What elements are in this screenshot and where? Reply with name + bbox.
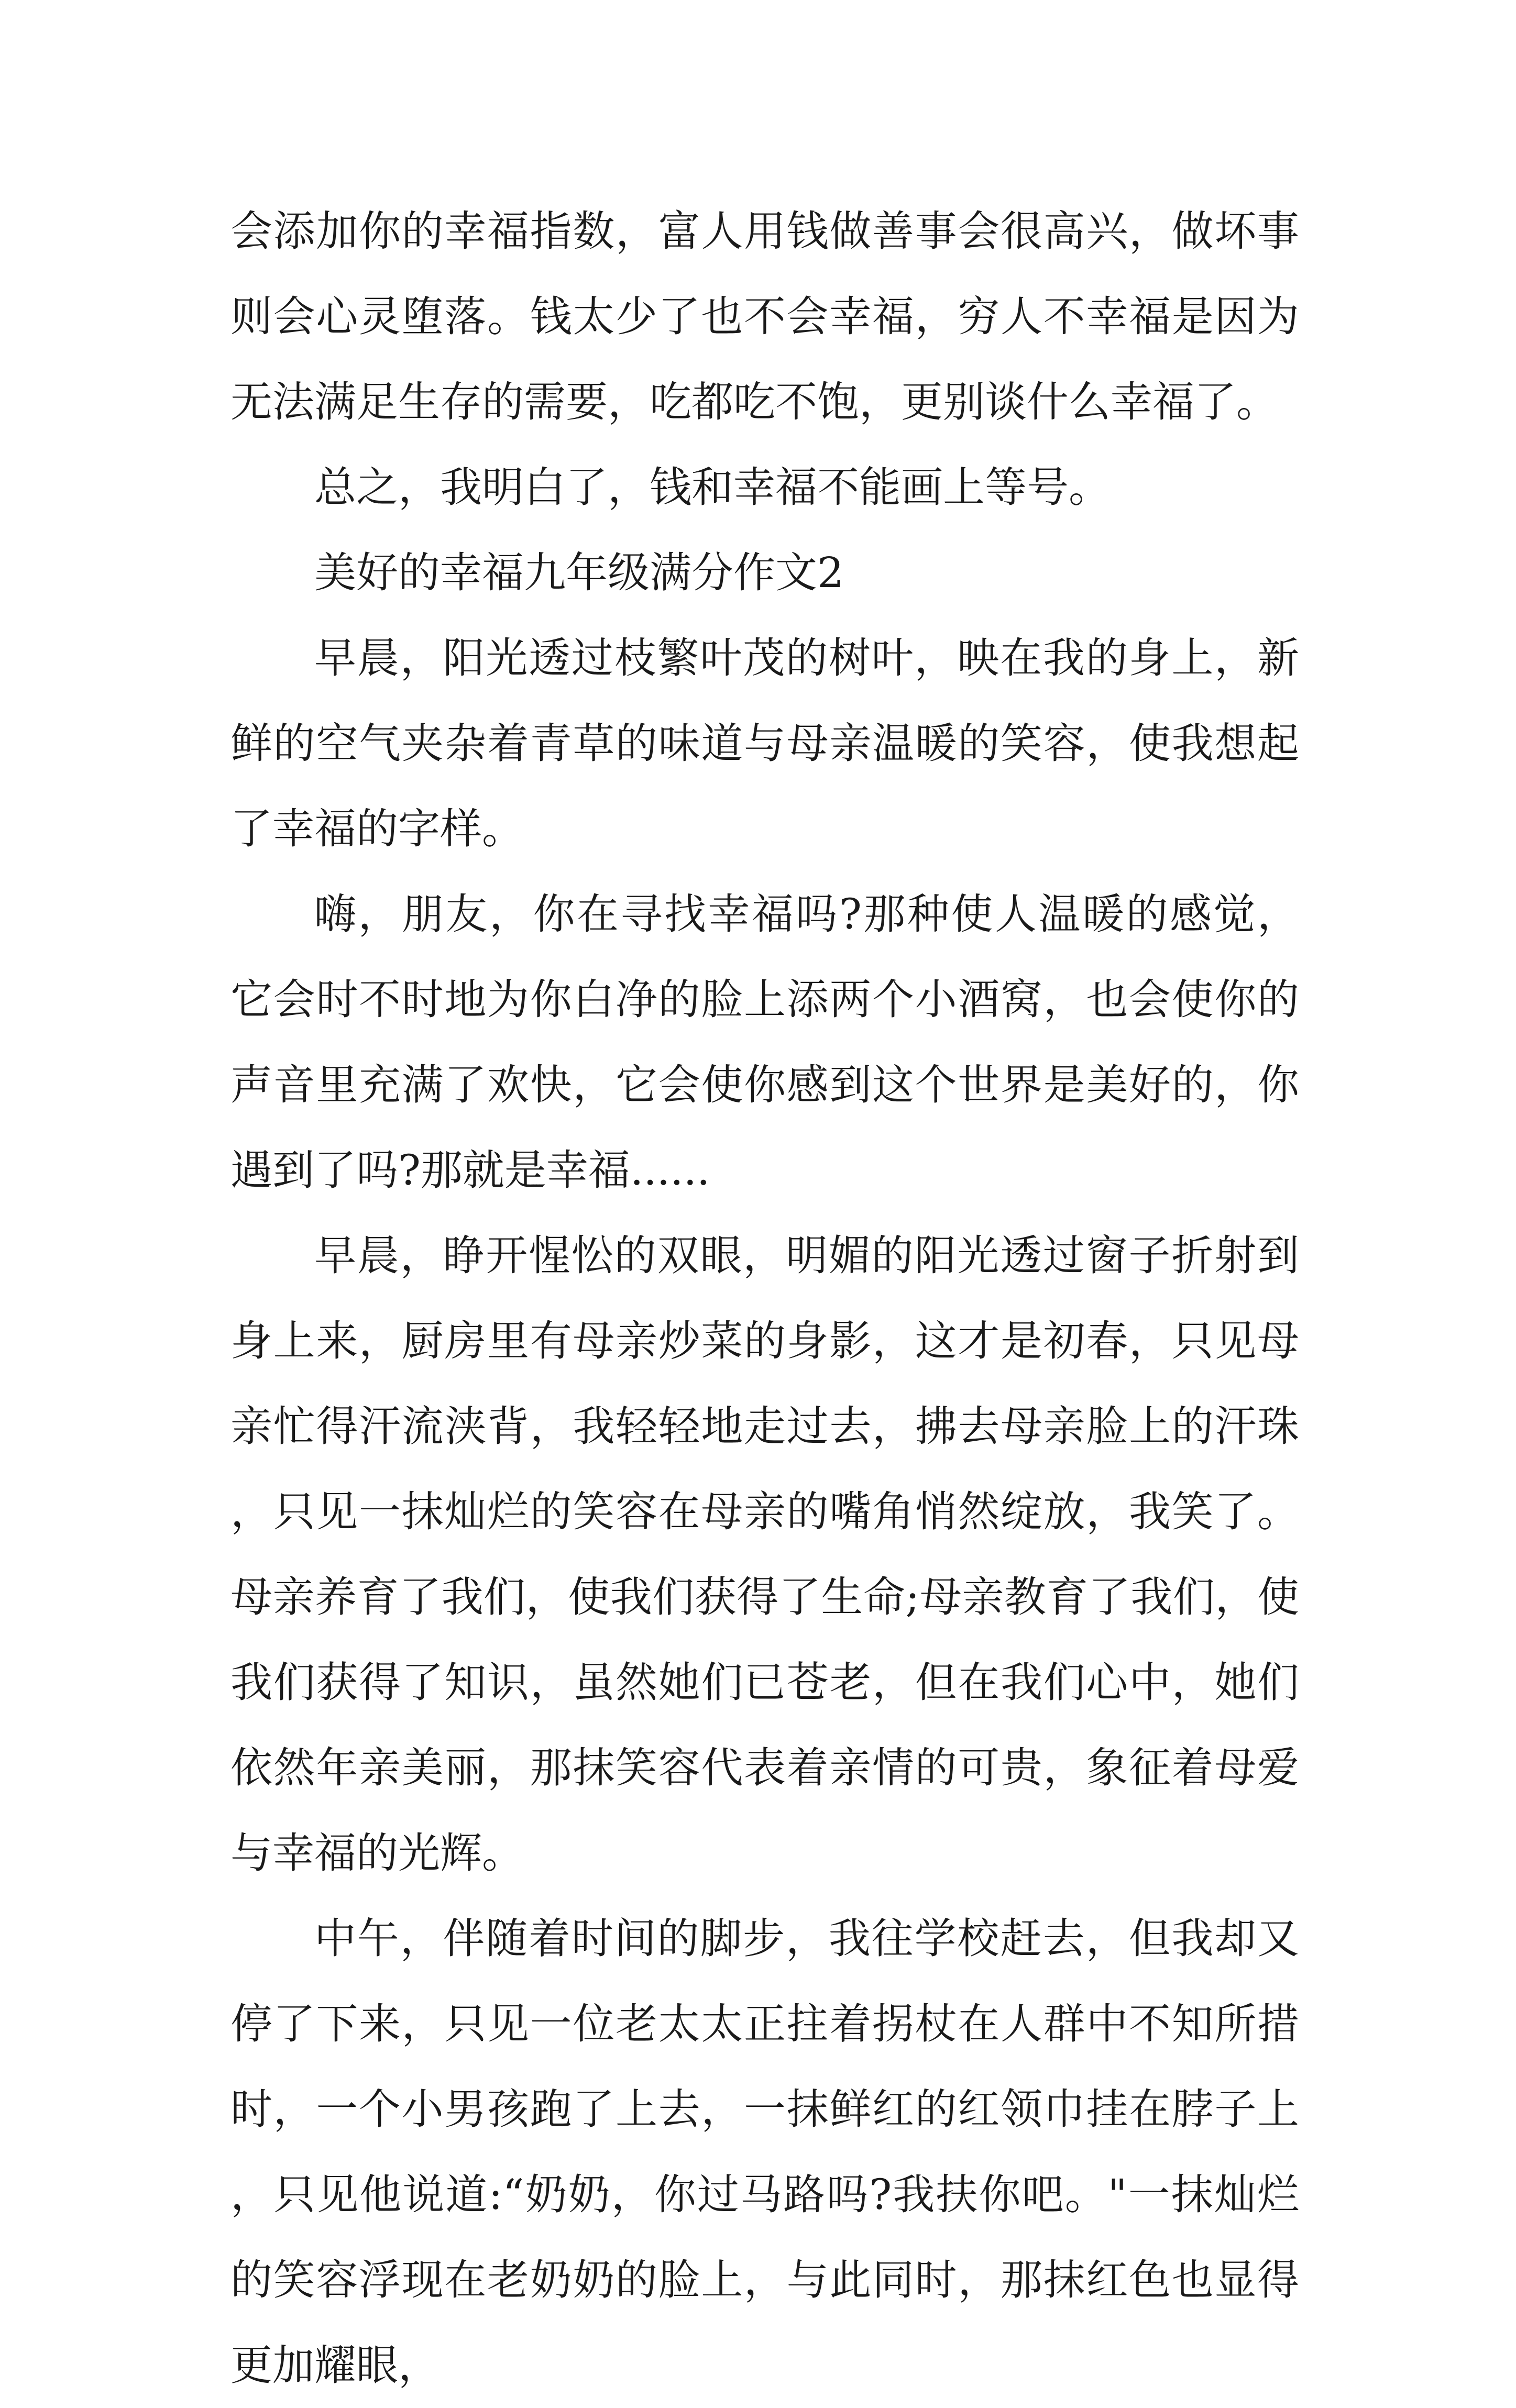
paragraph-5: 早晨，睁开惺忪的双眼，明媚的阳光透过窗子折射到身上来，厨房里有母亲炒菜的身影，这才是初春，只见母亲忙得汗流浃背，我轻轻地走过去，拂去母亲脸上的汗珠，只见一抹灿烂的笑容在母亲的嘴角悄然绽放，我笑了。母亲养育了我们，使我们获得了生命;母亲教育了我们，使我们获得了知识，虽然她们已苍老，但在我们心中，她们依然年亲美丽，那抹笑容代表着亲情的可贵，象征着母爱与幸福的光辉。 <box>230 1231 1299 1877</box>
paragraph-3: 早晨，阳光透过枝繁叶茂的树叶，映在我的身上，新鲜的空气夹杂着青草的味道与母亲温暖的笑容，使我想起了幸福的字样。 <box>230 634 1299 853</box>
paragraph-2: 总之，我明白了，钱和幸福不能画上等号。 <box>314 463 1111 512</box>
paragraph-1: 会添加你的幸福指数，富人用钱做善事会很高兴，做坏事则会心灵堕落。钱太少了也不会幸福，穷人不幸福是因为无法满足生存的需要，吃都吃不饱，更别谈什么幸福了。 <box>230 207 1299 426</box>
paragraph-4: 嗨，朋友，你在寻找幸福吗?那种使人温暖的感觉，它会时不时地为你白净的脸上添两个小酒窝，也会使你的声音里充满了欢快，它会使你感到这个世界是美好的，你遇到了吗?那就是幸福...... <box>230 890 1299 1195</box>
body-text <box>230 189 1299 2408</box>
section-heading: 美好的幸福九年级满分作文2 <box>314 548 844 597</box>
paragraph-6: 中午，伴随着时间的脚步，我往学校赶去，但我却又停了下来，只见一位老太太正拄着拐杖在人群中不知所措时，一个小男孩跑了上去，一抹鲜红的红领巾挂在脖子上，只见他说道:“奶奶，你过马路吗?我扶你吧。"一抹灿烂的笑容浮现在老奶奶的脸上，与此同时，那抹红色也显得更加耀眼， <box>230 1914 1299 2390</box>
